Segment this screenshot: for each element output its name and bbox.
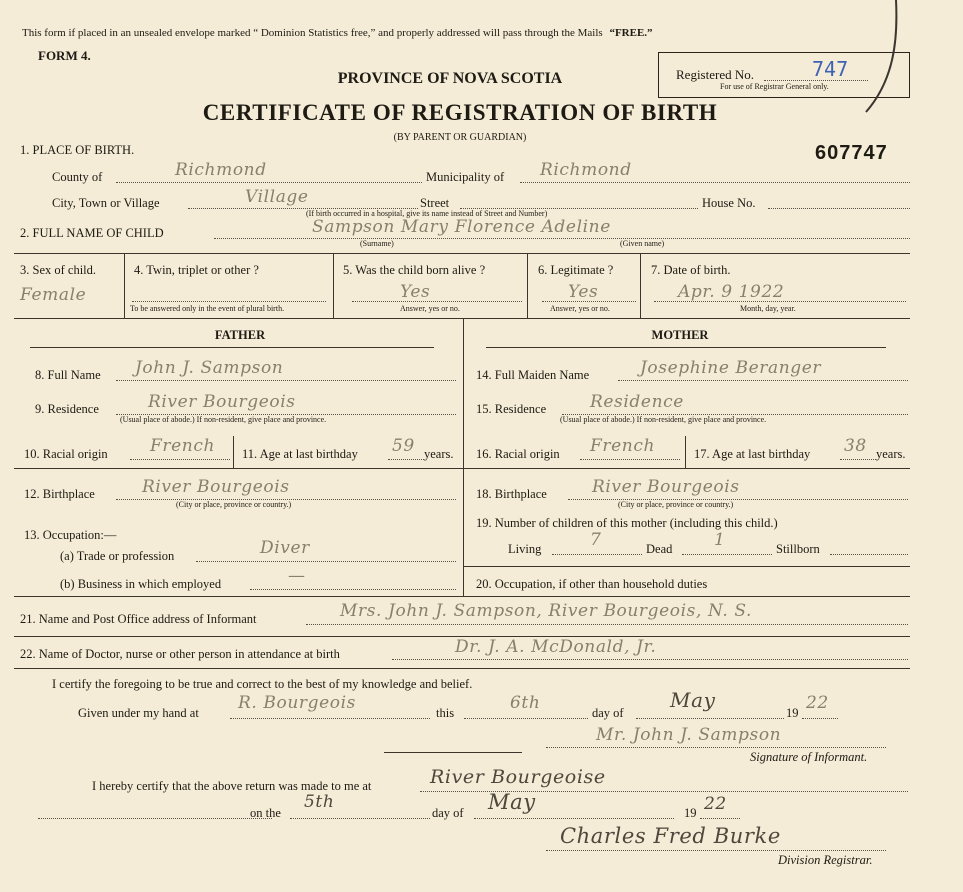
mother-residence-note: (Usual place of abode.) If non-resident, give place and province. <box>560 415 767 424</box>
certify-year-prefix: 19 <box>786 706 799 720</box>
father-racial-value: French <box>150 436 216 456</box>
certify-month-value: May <box>670 688 716 712</box>
city-label: City, Town or Village <box>52 196 160 210</box>
father-age-value: 59 <box>392 436 415 456</box>
registered-label: Registered No. <box>676 67 754 82</box>
registrar-month-value: May <box>488 790 536 814</box>
informant-signature: Mr. John J. Sampson <box>596 725 782 745</box>
mother-birthplace-note: (City or place, province or country.) <box>618 500 734 509</box>
sex-value: Female <box>20 285 87 305</box>
father-business-label: (b) Business in which employed <box>60 577 222 591</box>
father-name-label: 8. Full Name <box>35 368 101 382</box>
child-name-label: 2. FULL NAME OF CHILD <box>20 226 164 240</box>
sex-label: 3. Sex of child. <box>20 263 97 277</box>
dead-value: 1 <box>714 530 726 550</box>
father-trade-label: (a) Trade or profession <box>60 549 175 563</box>
informant-label: 21. Name and Post Office address of Informant <box>20 612 257 626</box>
child-name-value: Sampson Mary Florence Adeline <box>312 217 611 237</box>
registered-value: 747 <box>812 57 849 81</box>
twin-label: 4. Twin, triplet or other ? <box>134 263 259 277</box>
father-business-value: — <box>288 566 306 586</box>
this-label: this <box>436 706 455 720</box>
father-trade-value: Diver <box>260 538 310 558</box>
registrar-year-value: 22 <box>704 794 727 814</box>
page-title: CERTIFICATE OF REGISTRATION OF BIRTH <box>202 100 718 125</box>
mother-name-value: Josephine Beranger <box>640 358 822 378</box>
registrar-on-label: on the <box>250 806 281 820</box>
children-count-label: 19. Number of children of this mother (including this child.) <box>476 516 778 530</box>
certify-year-value: 22 <box>806 693 829 713</box>
doctor-label: 22. Name of Doctor, nurse or other person in attendance at birth <box>20 647 340 661</box>
province-title: PROVINCE OF NOVA SCOTIA <box>337 70 563 87</box>
street-label: Street <box>420 196 450 210</box>
stillborn-label: Stillborn <box>776 542 820 556</box>
mother-age-value: 38 <box>844 436 867 456</box>
registrar-caption: Division Registrar. <box>778 853 873 867</box>
certify-day-value: 6th <box>510 693 541 713</box>
father-heading: FATHER <box>214 328 266 342</box>
hospital-note: (If birth occurred in a hospital, give its name instead of Street and Number) <box>306 209 548 218</box>
surname-caption: (Surname) <box>360 239 394 248</box>
mother-heading: MOTHER <box>651 328 709 342</box>
father-residence-label: 9. Residence <box>35 402 99 416</box>
mother-occupation-label: 20. Occupation, if other than household duties <box>476 577 708 591</box>
mother-birthplace-value: River Bourgeois <box>592 477 740 497</box>
place-of-birth-heading: 1. PLACE OF BIRTH. <box>20 143 135 157</box>
mother-racial-label: 16. Racial origin <box>476 447 560 461</box>
father-residence-note: (Usual place of abode.) If non-resident, give place and province. <box>120 415 327 424</box>
living-value: 7 <box>590 530 602 550</box>
informant-signature-caption: Signature of Informant. <box>750 750 868 764</box>
mother-residence-value: Residence <box>590 392 684 412</box>
county-label: County of <box>52 170 103 184</box>
legitimate-value: Yes <box>568 282 599 302</box>
alive-value: Yes <box>400 282 431 302</box>
mother-birthplace-label: 18. Birthplace <box>476 487 547 501</box>
dead-label: Dead <box>646 542 673 556</box>
date-of-birth-note: Month, day, year. <box>740 304 796 313</box>
mother-age-label: 17. Age at last birthday <box>694 447 811 461</box>
registrar-day-of-label: day of <box>432 806 464 820</box>
mother-years-label: years. <box>876 447 906 461</box>
mother-racial-value: French <box>590 436 656 456</box>
mother-name-label: 14. Full Maiden Name <box>476 368 590 382</box>
registrar-statement: I hereby certify that the above return was made to me at <box>92 779 372 793</box>
certify-day-of-label: day of <box>592 706 624 720</box>
city-value: Village <box>245 187 309 207</box>
informant-value: Mrs. John J. Sampson, River Bourgeois, N. S. <box>340 601 753 621</box>
legitimate-note: Answer, yes or no. <box>550 304 610 313</box>
father-birthplace-value: River Bourgeois <box>142 477 290 497</box>
twin-note: To be answered only in the event of plural birth. <box>130 304 285 313</box>
form-number: FORM 4. <box>38 48 91 63</box>
father-racial-label: 10. Racial origin <box>24 447 108 461</box>
municipality-label: Municipality of <box>426 170 505 184</box>
father-age-label: 11. Age at last birthday <box>242 447 358 461</box>
mother-residence-label: 15. Residence <box>476 402 547 416</box>
date-of-birth-label: 7. Date of birth. <box>651 263 731 277</box>
serial-number: 607747 <box>815 142 888 164</box>
father-birthplace-note: (City or place, province or country.) <box>176 500 292 509</box>
date-of-birth-value: Apr. 9 1922 <box>678 282 785 302</box>
alive-label: 5. Was the child born alive ? <box>343 263 486 277</box>
alive-note: Answer, yes or no. <box>400 304 460 313</box>
postal-notice: This form if placed in an unsealed envelope marked “ Dominion Statistics free,” and properly addressed will pass through the Mails “FREE.” <box>22 27 653 39</box>
father-years-label: years. <box>424 447 454 461</box>
registrar-year-prefix: 19 <box>684 806 697 820</box>
given-place-value: R. Bourgeois <box>238 693 356 713</box>
given-under-label: Given under my hand at <box>78 706 199 720</box>
certify-statement: I certify the foregoing to be true and correct to the best of my knowledge and belief. <box>52 677 473 691</box>
given-name-caption: (Given name) <box>620 239 665 248</box>
pencil-mark <box>858 0 918 120</box>
county-value: Richmond <box>175 160 267 180</box>
municipality-value: Richmond <box>540 160 632 180</box>
legitimate-label: 6. Legitimate ? <box>538 263 614 277</box>
registrar-place-value: River Bourgeoise <box>430 766 606 788</box>
father-birthplace-label: 12. Birthplace <box>24 487 95 501</box>
page-subtitle: (BY PARENT OR GUARDIAN) <box>393 132 527 143</box>
registered-note: For use of Registrar General only. <box>720 82 829 91</box>
living-label: Living <box>508 542 542 556</box>
father-occupation-label: 13. Occupation:— <box>24 528 117 542</box>
father-name-value: John J. Sampson <box>135 358 284 378</box>
registrar-signature: Charles Fred Burke <box>560 824 781 848</box>
registrar-day-value: 5th <box>304 792 335 812</box>
house-number-label: House No. <box>702 196 756 210</box>
doctor-value: Dr. J. A. McDonald, Jr. <box>455 637 657 657</box>
father-residence-value: River Bourgeois <box>148 392 296 412</box>
